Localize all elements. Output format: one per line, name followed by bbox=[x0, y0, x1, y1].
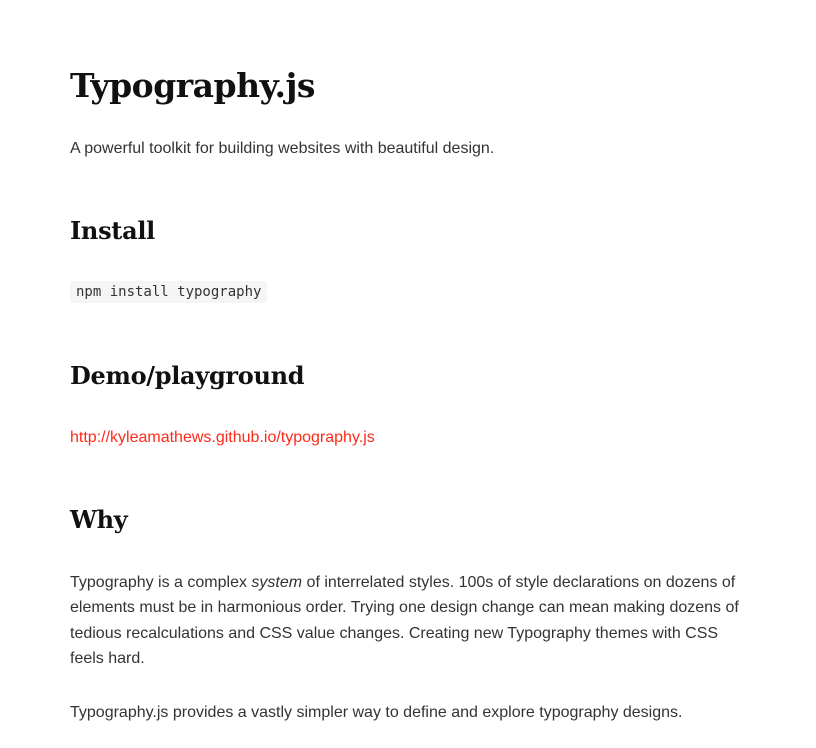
demo-heading: Demo/playground bbox=[70, 361, 305, 390]
install-heading: Install bbox=[70, 216, 155, 245]
tagline: A powerful toolkit for building websites with beautiful design. bbox=[70, 140, 495, 157]
why-paragraph-2: Typography.js provides a vastly simpler way to define and explore typography designs. bbox=[70, 704, 683, 721]
why-heading: Why bbox=[70, 505, 128, 534]
why-paragraph: Typography is a complex system of interrelated styles. 100s of style declarations on dozens of elements must be in harmonious order. Trying one design change can mean making dozens of tedious recalculations and CSS value changes. Creating new Typography themes with CSS feels hard. bbox=[70, 574, 739, 667]
page-title: Typography.js bbox=[70, 66, 315, 105]
demo-link[interactable]: http://kyleamathews.github.io/typography.js bbox=[70, 429, 375, 446]
install-command: npm install typography bbox=[70, 281, 267, 303]
